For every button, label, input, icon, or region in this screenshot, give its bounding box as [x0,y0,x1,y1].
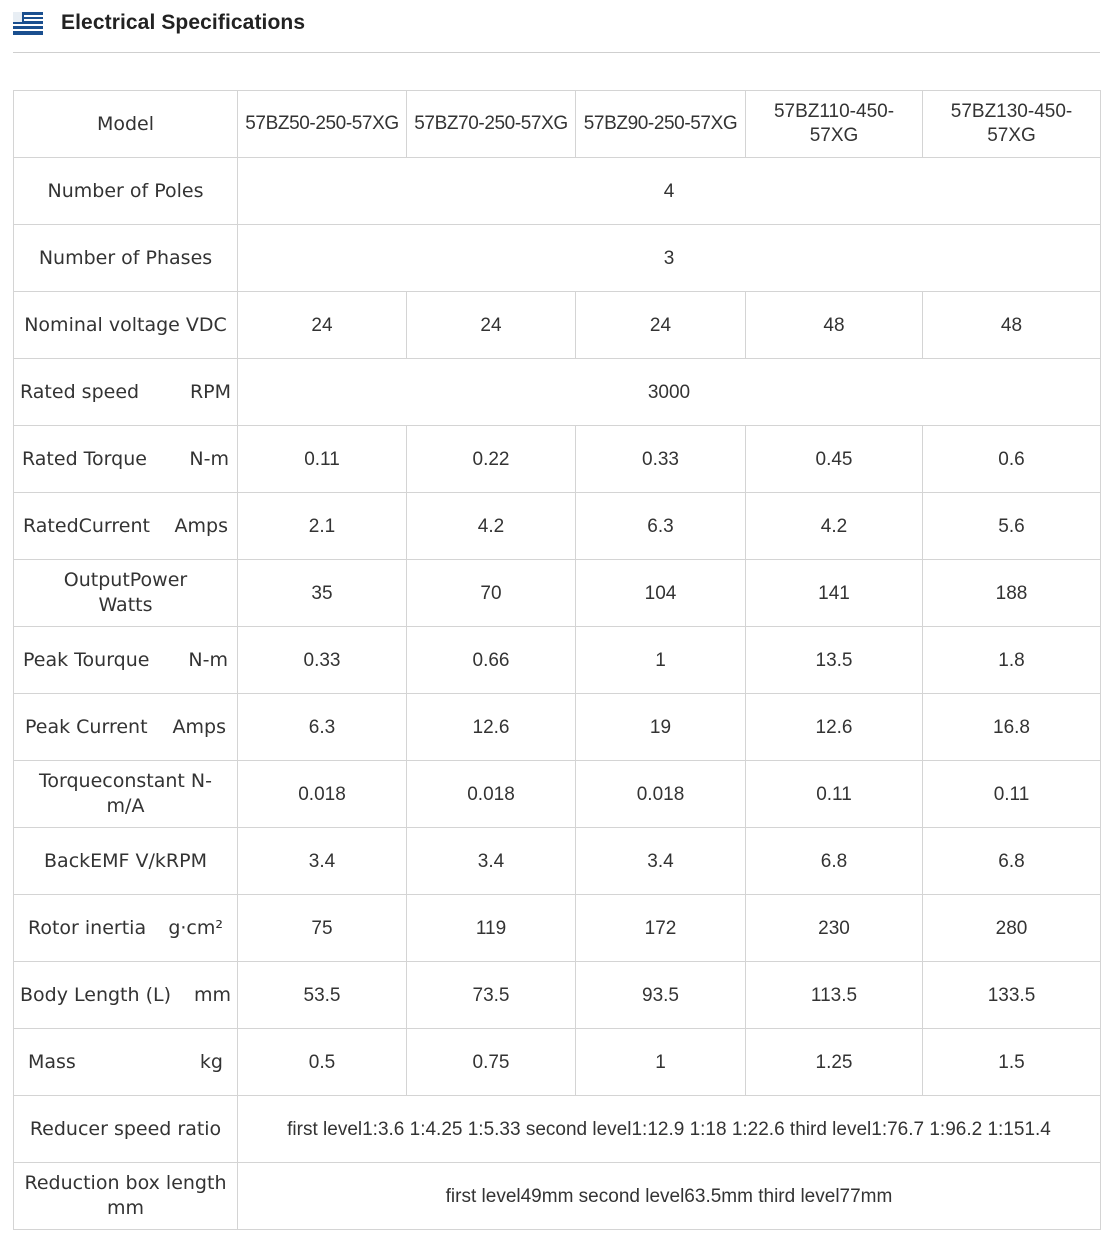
row-label: BackEMF V/kRPM [14,828,238,895]
table-cell: 24 [407,292,576,359]
label-unit: N-m [188,648,228,671]
table-cell: 1 [576,1029,746,1096]
table-cell: 0.5 [238,1029,407,1096]
table-row-mass [14,1029,1101,1096]
table-cell: 24 [238,292,407,359]
table-cell: 48 [746,292,923,359]
row-label: Torqueconstant N-m/A [14,761,238,828]
table-row-reducer-ratio [14,1096,1101,1163]
table-cell: 0.75 [407,1029,576,1096]
label-unit: N-m [189,447,229,470]
table-row-torque [14,426,1101,493]
table-cell: 6.8 [923,828,1101,895]
table-cell: 141 [746,560,923,627]
table-cell: 4 [238,158,1101,225]
spec-table [13,90,1101,1230]
table-cell: 0.018 [238,761,407,828]
table-cell: 1.8 [923,627,1101,694]
table-cell: 0.66 [407,627,576,694]
table-cell: 19 [576,694,746,761]
list-icon [13,12,43,35]
table-cell: 93.5 [576,962,746,1029]
table-cell: 73.5 [407,962,576,1029]
label-unit: kg [199,1050,223,1073]
table-cell: 6.3 [576,493,746,560]
table-cell: 0.11 [923,761,1101,828]
table-cell: 53.5 [238,962,407,1029]
table-row-peak-torque [14,627,1101,694]
table-cell: 0.11 [746,761,923,828]
table-row-back-emf [14,828,1101,895]
table-cell: 104 [576,560,746,627]
model-header: 57BZ110-450-57XG [746,91,923,158]
row-label [14,359,238,426]
table-cell: 0.018 [576,761,746,828]
table-cell: 70 [407,560,576,627]
table-cell: 3.4 [238,828,407,895]
row-label: Model [14,91,238,158]
table-cell: 12.6 [746,694,923,761]
table-row-rotor-inertia [14,895,1101,962]
table-cell: 35 [238,560,407,627]
label-text: Mass [28,1050,76,1073]
label-text: RatedCurrent [23,514,150,537]
table-cell: 2.1 [238,493,407,560]
row-label: Reduction box length mm [14,1163,238,1230]
table-cell: 3.4 [576,828,746,895]
table-cell: 172 [576,895,746,962]
row-label [14,895,238,962]
model-header: 57BZ90-250-57XG [576,91,746,158]
table-row-model [14,91,1101,158]
table-row-phases [14,225,1101,292]
table-cell: 24 [576,292,746,359]
label-unit: RPM [189,380,231,403]
table-cell: 0.018 [407,761,576,828]
table-cell: 16.8 [923,694,1101,761]
table-cell: 1 [576,627,746,694]
table-cell: 75 [238,895,407,962]
row-label [14,426,238,493]
table-row-current [14,493,1101,560]
table-cell: 230 [746,895,923,962]
table-cell: 3000 [238,359,1101,426]
table-cell: 280 [923,895,1101,962]
label-text: Rated Torque [22,447,147,470]
table-cell: 13.5 [746,627,923,694]
row-label [14,493,238,560]
row-label: Number of Phases [14,225,238,292]
table-row-peak-current [14,694,1101,761]
row-label: Nominal voltage VDC [14,292,238,359]
table-cell: 0.45 [746,426,923,493]
model-header: 57BZ70-250-57XG [407,91,576,158]
table-row-poles [14,158,1101,225]
table-cell: 1.5 [923,1029,1101,1096]
label-text: Peak Tourque [23,648,150,671]
row-label [14,962,238,1029]
table-row-torque-constant [14,761,1101,828]
table-row-speed [14,359,1101,426]
row-label: Number of Poles [14,158,238,225]
page-title: Electrical Specifications [61,11,306,34]
label-text: Peak Current [25,715,148,738]
table-cell: 0.6 [923,426,1101,493]
label-unit: Amps [174,514,228,537]
table-cell: 0.11 [238,426,407,493]
table-cell: 119 [407,895,576,962]
table-cell: 113.5 [746,962,923,1029]
table-cell: first level49mm second level63.5mm third level77mm [238,1163,1101,1230]
table-cell: 5.6 [923,493,1101,560]
table-cell: 4.2 [746,493,923,560]
table-cell: 3.4 [407,828,576,895]
table-cell: 4.2 [407,493,576,560]
label-text: Body Length (L) [20,983,171,1006]
table-cell: 3 [238,225,1101,292]
row-label: OutputPower Watts [14,560,238,627]
row-label [14,1029,238,1096]
table-cell: 6.8 [746,828,923,895]
label-unit: g·cm² [168,916,223,939]
label-unit: Amps [172,715,226,738]
row-label [14,627,238,694]
label-text: Rated speed [20,380,140,403]
row-label [14,694,238,761]
table-row-voltage [14,292,1101,359]
table-row-body-length [14,962,1101,1029]
label-unit: mm [193,983,231,1006]
label-text: Rotor inertia [28,916,147,939]
table-row-power [14,560,1101,627]
table-cell: 188 [923,560,1101,627]
table-cell: 6.3 [238,694,407,761]
table-cell: 0.33 [238,627,407,694]
table-cell: 133.5 [923,962,1101,1029]
table-cell: first level1:3.6 1:4.25 1:5.33 second level1:12.9 1:18 1:22.6 third level1:76.7 1:96.2 1:151.4 [238,1096,1101,1163]
table-cell: 0.33 [576,426,746,493]
table-cell: 12.6 [407,694,576,761]
row-label: Reducer speed ratio [14,1096,238,1163]
table-cell: 0.22 [407,426,576,493]
model-header: 57BZ130-450-57XG [923,91,1101,158]
table-cell: 48 [923,292,1101,359]
section-header [13,8,1100,53]
table-cell: 1.25 [746,1029,923,1096]
table-row-reduction-length [14,1163,1101,1230]
model-header: 57BZ50-250-57XG [238,91,407,158]
